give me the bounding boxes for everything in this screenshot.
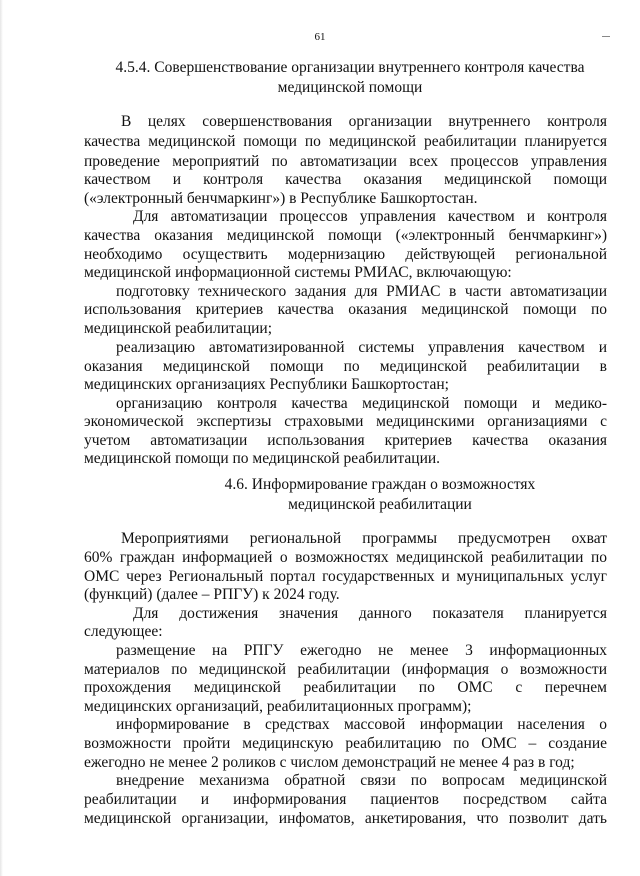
text-line: использования критериев качества оказания медицинской помощи по — [84, 301, 607, 318]
text-line: следующее: — [84, 623, 163, 640]
text-line: учетом автоматизации использования критериев качества оказания — [84, 432, 607, 449]
text-line: ежегодно не менее 2 роликов с числом демонстраций не менее 4 раз в год; — [84, 754, 575, 771]
heading-line: 4.6. Информирование граждан о возможностях — [224, 476, 536, 493]
text-line: материалов по медицинской реабилитации (информация о возможности — [84, 661, 607, 678]
text-line: внедрение механизма обратной связи по вопросам медицинской — [116, 772, 607, 789]
text-line: оказания медицинской помощи по медицинской реабилитации в — [84, 358, 607, 375]
text-line: медицинской информационной системы РМИАС, включающую: — [84, 264, 512, 281]
text-line: 60% граждан информацией о возможностях медицинской реабилитации по — [84, 549, 607, 566]
text-line: прохождения медицинской реабилитации по ОМС с перечнем — [84, 679, 607, 696]
text-line: подготовку технического задания для РМИАС в части автоматизации — [116, 283, 607, 300]
page-number: 61 — [314, 31, 326, 43]
text-line: возможности пройти медицинскую реабилитацию по ОМС – создание — [84, 735, 607, 752]
text-line: («электронный бенчмаркинг») в Республике Башкортостан. — [84, 190, 478, 207]
text-line: медицинской организации, инфоматов, анкетирования, что позволит дать — [84, 810, 607, 827]
text-line: информирование в средствах массовой информации населения о — [116, 716, 607, 733]
text-line: качества медицинской помощи по медицинской реабилитации планируется — [84, 133, 607, 150]
text-line: необходимо осуществить модернизацию действующей региональной — [84, 246, 607, 263]
text-line: реабилитации и информирования пациентов посредством сайта — [84, 791, 607, 808]
text-line: качеством и контроля качества оказания медицинской помощи — [84, 171, 607, 188]
text-line: В целях совершенствования организации внутреннего контроля — [121, 113, 607, 130]
text-line: медицинской помощи по медицинской реабилитации. — [84, 450, 441, 467]
text-line: медицинских организациях Республики Башкортостан; — [84, 376, 449, 393]
text-line: медицинских организаций, реабилитационных программ); — [84, 698, 472, 715]
section-heading-4-6 — [160, 475, 600, 515]
text-line: размещение на РПГУ ежегодно не менее 3 информационных — [116, 642, 607, 659]
text-line: Для автоматизации процессов управления качеством и контроля — [133, 208, 607, 225]
heading-line: 4.5.4. Совершенствование организации внутреннего контроля качества — [115, 59, 585, 76]
heading-line: медицинской помощи — [277, 79, 423, 96]
text-line: ОМС через Региональный портал государственных и муниципальных услуг — [84, 568, 607, 585]
text-line: реализацию автоматизированной системы управления качеством и — [116, 339, 607, 356]
text-line: проведение мероприятий по автоматизации всех процессов управления — [84, 153, 607, 170]
text-line: медицинской реабилитации; — [84, 320, 273, 337]
text-line: Мероприятиями региональной программы предусмотрен охват — [121, 530, 607, 547]
section-heading-4-5-4 — [90, 58, 610, 98]
scan-edge-shadow — [0, 0, 3, 876]
text-line: экономической экспертизы страховыми медицинскими организациями с — [84, 413, 607, 430]
text-line: качества оказания медицинской помощи («электронный бенчмаркинг») — [84, 227, 607, 244]
heading-line: медицинской реабилитации — [288, 496, 472, 513]
text-line: организацию контроля качества медицинской помощи и медико- — [116, 395, 607, 412]
text-line: (функций) (далее – РПГУ) к 2024 году. — [84, 586, 340, 603]
text-line: Для достижения значения данного показателя планируется — [133, 605, 607, 622]
